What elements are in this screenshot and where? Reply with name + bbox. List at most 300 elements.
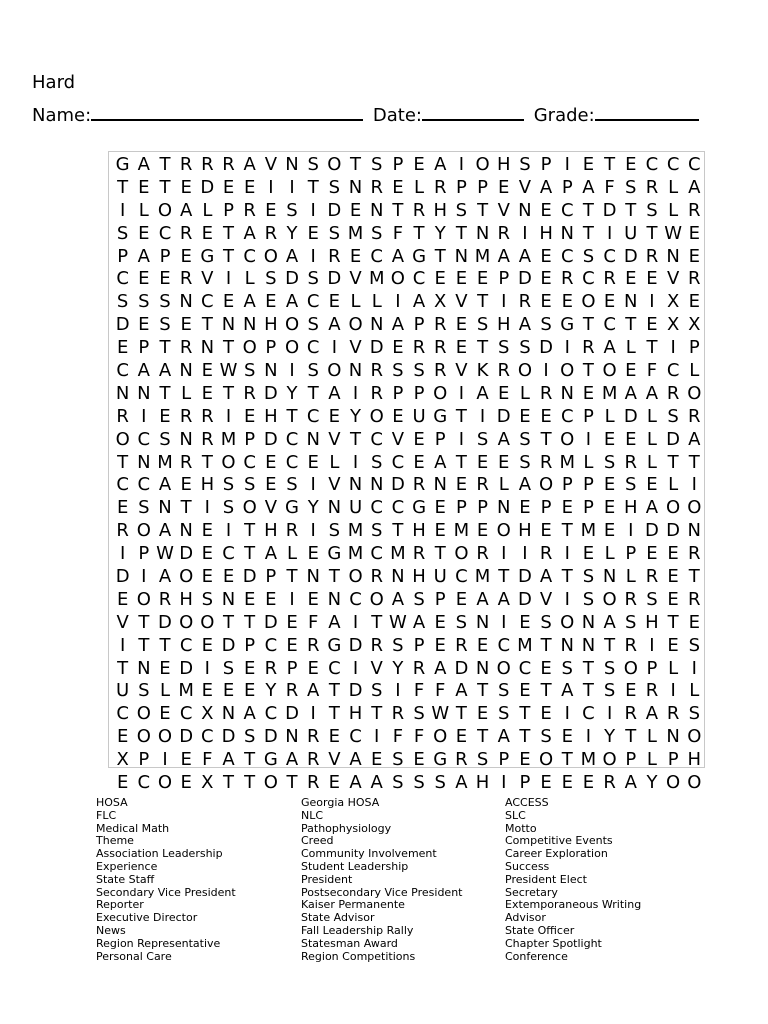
grid-letter: T bbox=[307, 176, 319, 198]
grid-letter: S bbox=[138, 680, 150, 702]
grid-letter: N bbox=[264, 360, 278, 382]
grid-letter: I bbox=[606, 703, 613, 725]
grid-letter: V bbox=[539, 588, 553, 610]
grid-letter: R bbox=[179, 268, 193, 290]
grid-letter: D bbox=[645, 520, 659, 542]
grid-letter: S bbox=[222, 497, 235, 519]
grid-letter: E bbox=[201, 680, 214, 702]
grid-letter: G bbox=[560, 314, 575, 336]
grid-letter: I bbox=[289, 588, 295, 610]
grid-letter: U bbox=[348, 497, 363, 519]
grid-letter: A bbox=[476, 588, 489, 610]
grid-letter: C bbox=[349, 588, 362, 610]
grid-letter: D bbox=[517, 566, 532, 588]
grid-letter: O bbox=[284, 337, 300, 359]
grid-letter: D bbox=[285, 268, 299, 290]
grid-letter: G bbox=[412, 497, 427, 519]
grid-letter: X bbox=[666, 314, 680, 336]
grid-letter: E bbox=[138, 222, 150, 244]
grid-letter: T bbox=[286, 772, 298, 794]
grid-letter: E bbox=[180, 749, 192, 771]
grid-letter: N bbox=[369, 314, 384, 336]
grid-letter: I bbox=[141, 405, 147, 427]
grid-letter: V bbox=[264, 154, 278, 175]
grid-letter: S bbox=[625, 176, 637, 198]
grid-letter: A bbox=[497, 726, 510, 748]
grid-row bbox=[109, 497, 704, 520]
grid-letter: C bbox=[264, 703, 278, 725]
grid-letter: E bbox=[201, 360, 214, 382]
grid-letter: S bbox=[222, 474, 235, 496]
grid-letter: E bbox=[519, 405, 531, 427]
grade-label: Grade: bbox=[533, 105, 595, 126]
grid-letter: R bbox=[370, 566, 383, 588]
grid-letter: T bbox=[477, 680, 489, 702]
grid-letter: I bbox=[564, 337, 570, 359]
grid-letter: A bbox=[624, 772, 637, 794]
grid-letter: R bbox=[222, 154, 235, 175]
grid-letter: E bbox=[243, 176, 256, 198]
grid-letter: H bbox=[412, 520, 426, 542]
grid-letter: X bbox=[201, 772, 214, 794]
grid-row bbox=[109, 246, 704, 269]
grid-letter: T bbox=[201, 451, 213, 473]
grid-letter: A bbox=[539, 566, 553, 588]
grid-letter: R bbox=[518, 291, 532, 313]
word-list-item: Fall Leadership Rally bbox=[301, 923, 414, 937]
grid-letter: C bbox=[497, 634, 511, 656]
grid-letter: C bbox=[688, 154, 701, 175]
grid-letter: E bbox=[201, 382, 214, 404]
grid-letter: E bbox=[561, 291, 573, 313]
grid-letter: T bbox=[350, 428, 362, 450]
grid-letter: O bbox=[327, 360, 342, 382]
grid-letter: E bbox=[413, 154, 425, 175]
grid-letter: H bbox=[264, 314, 278, 336]
grid-letter: P bbox=[392, 382, 404, 404]
grid-letter: P bbox=[392, 154, 404, 175]
grid-letter: P bbox=[477, 176, 488, 198]
grid-letter: X bbox=[434, 291, 447, 313]
grid-letter: R bbox=[688, 543, 701, 565]
grid-letter: I bbox=[522, 222, 528, 244]
grid-row bbox=[109, 429, 704, 452]
word-list-item: Personal Care bbox=[96, 949, 172, 963]
grid-letter: S bbox=[370, 680, 383, 702]
grid-letter: N bbox=[624, 291, 638, 313]
grid-letter: R bbox=[455, 634, 468, 656]
grid-letter: D bbox=[602, 199, 617, 221]
grid-letter: E bbox=[582, 154, 595, 175]
grid-letter: S bbox=[392, 634, 404, 656]
grid-letter: P bbox=[413, 314, 425, 336]
grid-letter: L bbox=[350, 291, 361, 313]
grid-letter: I bbox=[522, 543, 528, 565]
grid-letter: A bbox=[370, 772, 383, 794]
grid-letter: S bbox=[476, 428, 489, 450]
grid-letter: I bbox=[310, 245, 316, 267]
grid-letter: D bbox=[179, 543, 194, 565]
grid-letter: G bbox=[200, 245, 215, 267]
grid-letter: S bbox=[328, 222, 341, 244]
grid-letter: O bbox=[539, 749, 554, 771]
grid-letter: S bbox=[561, 657, 573, 679]
grid-letter: A bbox=[645, 382, 659, 404]
grid-letter: I bbox=[691, 657, 697, 679]
grid-letter: P bbox=[646, 657, 658, 679]
grid-letter: I bbox=[395, 680, 401, 702]
grid-letter: V bbox=[666, 268, 680, 290]
grid-letter: N bbox=[454, 245, 469, 267]
grid-letter: T bbox=[540, 680, 552, 702]
grid-letter: E bbox=[434, 497, 446, 519]
grid-letter: R bbox=[201, 428, 214, 450]
grid-letter: T bbox=[244, 520, 256, 542]
grid-letter: L bbox=[519, 382, 530, 404]
grid-letter: O bbox=[602, 749, 617, 771]
grid-letter: N bbox=[666, 726, 680, 748]
grid-letter: R bbox=[370, 382, 383, 404]
grid-letter: S bbox=[667, 405, 679, 427]
grid-letter: G bbox=[412, 245, 427, 267]
grid-letter: I bbox=[458, 428, 465, 450]
grid-row bbox=[109, 612, 704, 635]
grid-letter: I bbox=[289, 176, 295, 198]
worksheet-header bbox=[32, 101, 703, 127]
grid-letter: R bbox=[370, 176, 383, 198]
grid-letter: O bbox=[157, 772, 173, 794]
grid-letter: A bbox=[497, 428, 510, 450]
grid-letter: N bbox=[666, 245, 680, 267]
grid-letter: I bbox=[649, 291, 655, 313]
grid-letter: S bbox=[582, 588, 595, 610]
grid-letter: S bbox=[138, 497, 150, 519]
word-list-item: Conference bbox=[505, 949, 568, 963]
grid-letter: S bbox=[159, 291, 171, 313]
grid-letter: I bbox=[670, 337, 676, 359]
grid-letter: P bbox=[519, 772, 531, 794]
grid-letter: E bbox=[116, 772, 129, 794]
grid-letter: A bbox=[391, 314, 405, 336]
grid-letter: N bbox=[560, 222, 574, 244]
grid-letter: N bbox=[560, 634, 574, 656]
grid-letter: M bbox=[347, 520, 364, 542]
grid-letter: E bbox=[667, 566, 679, 588]
grid-letter: O bbox=[369, 588, 384, 610]
grid-letter: F bbox=[392, 222, 404, 244]
grid-letter: P bbox=[138, 337, 150, 359]
grid-letter: D bbox=[496, 405, 511, 427]
grid-letter: T bbox=[159, 154, 171, 175]
grid-letter: D bbox=[517, 588, 532, 610]
grid-letter: L bbox=[689, 680, 700, 702]
grid-letter: N bbox=[369, 199, 384, 221]
grid-row bbox=[109, 566, 704, 589]
grid-letter: I bbox=[374, 726, 380, 748]
grid-letter: C bbox=[603, 245, 616, 267]
grid-letter: R bbox=[412, 474, 426, 496]
grid-letter: I bbox=[268, 176, 274, 198]
grid-letter: E bbox=[328, 291, 341, 313]
grid-letter: Y bbox=[286, 222, 298, 244]
grid-letter: I bbox=[225, 520, 232, 542]
grid-letter: R bbox=[370, 634, 383, 656]
grid-letter: Y bbox=[307, 497, 319, 519]
grid-letter: N bbox=[285, 154, 299, 175]
grid-letter: T bbox=[434, 543, 446, 565]
grid-letter: E bbox=[434, 268, 446, 290]
grid-letter: T bbox=[223, 245, 234, 267]
grid-row bbox=[109, 223, 704, 246]
grid-letter: P bbox=[583, 405, 594, 427]
grid-letter: G bbox=[433, 405, 448, 427]
grid-letter: T bbox=[159, 337, 171, 359]
grid-letter: Y bbox=[434, 222, 446, 244]
grid-letter: E bbox=[455, 588, 468, 610]
grid-letter: T bbox=[244, 749, 256, 771]
grid-letter: E bbox=[392, 405, 404, 427]
name-blank bbox=[91, 101, 363, 121]
grid-letter: E bbox=[159, 405, 171, 427]
grid-letter: S bbox=[455, 611, 468, 633]
word-list-item: State Staff bbox=[96, 872, 155, 886]
grid-letter: E bbox=[413, 749, 425, 771]
grid-letter: R bbox=[624, 634, 638, 656]
grid-letter: E bbox=[603, 291, 616, 313]
grid-letter: V bbox=[328, 749, 341, 771]
grid-letter: T bbox=[540, 634, 552, 656]
grid-letter: E bbox=[455, 474, 468, 496]
grid-letter: E bbox=[519, 680, 531, 702]
grid-letter: T bbox=[582, 199, 594, 221]
word-list-item: State Advisor bbox=[301, 911, 375, 925]
grid-letter: E bbox=[159, 703, 171, 725]
grid-letter: C bbox=[116, 474, 129, 496]
grid-letter: T bbox=[561, 749, 573, 771]
grid-letter: S bbox=[582, 245, 595, 267]
grid-letter: O bbox=[200, 611, 215, 633]
grid-letter: N bbox=[348, 176, 363, 198]
grid-letter: T bbox=[371, 703, 383, 725]
grid-letter: E bbox=[498, 451, 510, 473]
grid-letter: N bbox=[348, 474, 363, 496]
grid-letter: N bbox=[560, 382, 574, 404]
grid-letter: M bbox=[347, 222, 364, 244]
grid-letter: V bbox=[518, 176, 532, 198]
word-list-item: Reporter bbox=[96, 898, 144, 912]
grid-letter: N bbox=[369, 474, 384, 496]
grid-letter: S bbox=[625, 611, 637, 633]
grid-letter: D bbox=[454, 657, 469, 679]
grid-letter: D bbox=[390, 474, 405, 496]
grid-letter: O bbox=[115, 428, 130, 450]
grid-letter: I bbox=[352, 382, 359, 404]
grid-letter: M bbox=[453, 520, 470, 542]
grid-letter: O bbox=[242, 337, 257, 359]
grid-letter: I bbox=[310, 474, 316, 496]
grid-letter: O bbox=[687, 726, 702, 748]
date-label: Date: bbox=[372, 105, 422, 126]
grid-letter: C bbox=[518, 657, 532, 679]
grid-row bbox=[109, 658, 704, 681]
grid-letter: C bbox=[285, 428, 299, 450]
grid-letter: T bbox=[328, 703, 340, 725]
grid-letter: C bbox=[306, 405, 320, 427]
grid-letter: R bbox=[666, 703, 680, 725]
grid-letter: T bbox=[328, 566, 340, 588]
grid-letter: N bbox=[137, 382, 151, 404]
grid-letter: R bbox=[624, 703, 638, 725]
grid-letter: G bbox=[327, 543, 342, 565]
grid-letter: E bbox=[307, 222, 319, 244]
grid-letter: T bbox=[582, 657, 594, 679]
grid-letter: P bbox=[413, 382, 425, 404]
grid-letter: S bbox=[498, 337, 510, 359]
grid-letter: W bbox=[664, 222, 683, 244]
grid-letter: I bbox=[458, 154, 465, 175]
grid-letter: I bbox=[395, 291, 401, 313]
grid-letter: A bbox=[328, 382, 341, 404]
grid-letter: S bbox=[116, 222, 129, 244]
grid-row bbox=[109, 703, 704, 726]
grid-letter: L bbox=[583, 451, 594, 473]
grid-letter: T bbox=[625, 314, 637, 336]
grid-letter: E bbox=[688, 245, 700, 267]
grid-letter: D bbox=[200, 176, 215, 198]
grid-letter: T bbox=[138, 634, 150, 656]
grid-letter: C bbox=[391, 497, 405, 519]
grid-letter: T bbox=[455, 222, 467, 244]
grid-letter: C bbox=[137, 428, 151, 450]
grid-letter: C bbox=[137, 772, 151, 794]
grid-letter: N bbox=[391, 566, 405, 588]
grid-letter: C bbox=[116, 268, 129, 290]
grid-letter: V bbox=[497, 199, 510, 221]
grid-letter: M bbox=[601, 382, 618, 404]
word-list-item: Association Leadership bbox=[96, 847, 223, 861]
grid-letter: E bbox=[243, 588, 256, 610]
word-list-item: FLC bbox=[96, 808, 117, 822]
grid-letter: O bbox=[687, 772, 702, 794]
grid-letter: R bbox=[243, 382, 256, 404]
grid-letter: C bbox=[370, 245, 383, 267]
grid-letter: S bbox=[519, 337, 531, 359]
grid-letter: C bbox=[560, 245, 574, 267]
word-list-item: Career Exploration bbox=[505, 847, 608, 861]
grid-letter: A bbox=[412, 291, 426, 313]
grid-letter: D bbox=[369, 337, 384, 359]
worksheet-title: Hard bbox=[32, 72, 76, 93]
grid-letter: E bbox=[392, 176, 404, 198]
grid-letter: R bbox=[201, 154, 214, 175]
grid-letter: D bbox=[327, 268, 342, 290]
grid-letter: D bbox=[623, 405, 638, 427]
grid-letter: S bbox=[519, 451, 531, 473]
grid-letter: A bbox=[328, 314, 341, 336]
grid-letter: T bbox=[477, 291, 489, 313]
grid-letter: P bbox=[477, 497, 488, 519]
grid-letter: R bbox=[603, 772, 616, 794]
word-list-item: Georgia HOSA bbox=[301, 796, 380, 809]
grid-letter: N bbox=[518, 199, 532, 221]
grid-letter: D bbox=[242, 566, 257, 588]
grid-letter: T bbox=[159, 176, 171, 198]
grid-letter: S bbox=[498, 703, 510, 725]
grid-letter: E bbox=[519, 749, 531, 771]
grid-letter: L bbox=[159, 680, 170, 702]
grid-letter: P bbox=[434, 428, 446, 450]
grid-letter: S bbox=[603, 657, 616, 679]
grid-letter: L bbox=[668, 199, 679, 221]
grid-letter: T bbox=[223, 382, 234, 404]
grid-letter: O bbox=[348, 314, 363, 336]
grid-letter: C bbox=[666, 154, 680, 175]
grid-letter: P bbox=[138, 749, 150, 771]
grid-letter: T bbox=[604, 154, 616, 175]
grid-letter: P bbox=[625, 543, 637, 565]
grid-letter: E bbox=[222, 680, 235, 702]
grid-letter: O bbox=[517, 360, 532, 382]
grid-letter: E bbox=[667, 543, 679, 565]
grid-letter: S bbox=[307, 360, 319, 382]
grid-letter: L bbox=[498, 474, 509, 496]
grid-letter: M bbox=[390, 543, 406, 565]
grid-letter: I bbox=[649, 634, 655, 656]
grid-letter: P bbox=[561, 176, 573, 198]
grid-letter: R bbox=[201, 405, 214, 427]
grid-letter: C bbox=[264, 634, 278, 656]
grid-letter: E bbox=[455, 726, 468, 748]
grid-letter: I bbox=[479, 405, 486, 427]
grid-letter: E bbox=[180, 474, 192, 496]
grid-letter: O bbox=[136, 726, 151, 748]
grid-letter: P bbox=[413, 634, 425, 656]
grid-letter: T bbox=[392, 520, 404, 542]
grid-letter: S bbox=[519, 428, 531, 450]
word-list-item: News bbox=[96, 923, 126, 937]
grid-letter: P bbox=[625, 749, 637, 771]
grid-letter: R bbox=[306, 726, 320, 748]
grid-letter: D bbox=[539, 337, 554, 359]
grid-letter: M bbox=[220, 428, 237, 450]
grid-letter: S bbox=[222, 657, 235, 679]
grid-letter: T bbox=[244, 772, 256, 794]
grid-letter: E bbox=[540, 268, 552, 290]
grid-letter: O bbox=[242, 497, 257, 519]
grid-letter: D bbox=[263, 611, 278, 633]
grid-letter: V bbox=[328, 474, 341, 496]
grid-letter: A bbox=[688, 428, 701, 450]
grid-letter: O bbox=[263, 245, 278, 267]
grid-letter: I bbox=[310, 199, 316, 221]
grid-letter: E bbox=[476, 451, 489, 473]
grid-letter: R bbox=[179, 451, 193, 473]
grid-letter: D bbox=[666, 428, 681, 450]
grid-letter: F bbox=[308, 611, 319, 633]
grid-letter: E bbox=[286, 634, 298, 656]
grid-letter: C bbox=[285, 451, 299, 473]
grid-letter: T bbox=[519, 703, 531, 725]
word-list-item: Chapter Spotlight bbox=[505, 936, 602, 950]
grid-letter: P bbox=[583, 497, 594, 519]
grid-row bbox=[109, 314, 704, 337]
grid-letter: U bbox=[116, 680, 130, 702]
word-list-item: Secretary bbox=[505, 885, 558, 899]
grid-letter: N bbox=[497, 497, 511, 519]
grid-letter: L bbox=[646, 749, 657, 771]
grid-letter: E bbox=[519, 497, 531, 519]
word-list-column-3 bbox=[505, 797, 641, 963]
